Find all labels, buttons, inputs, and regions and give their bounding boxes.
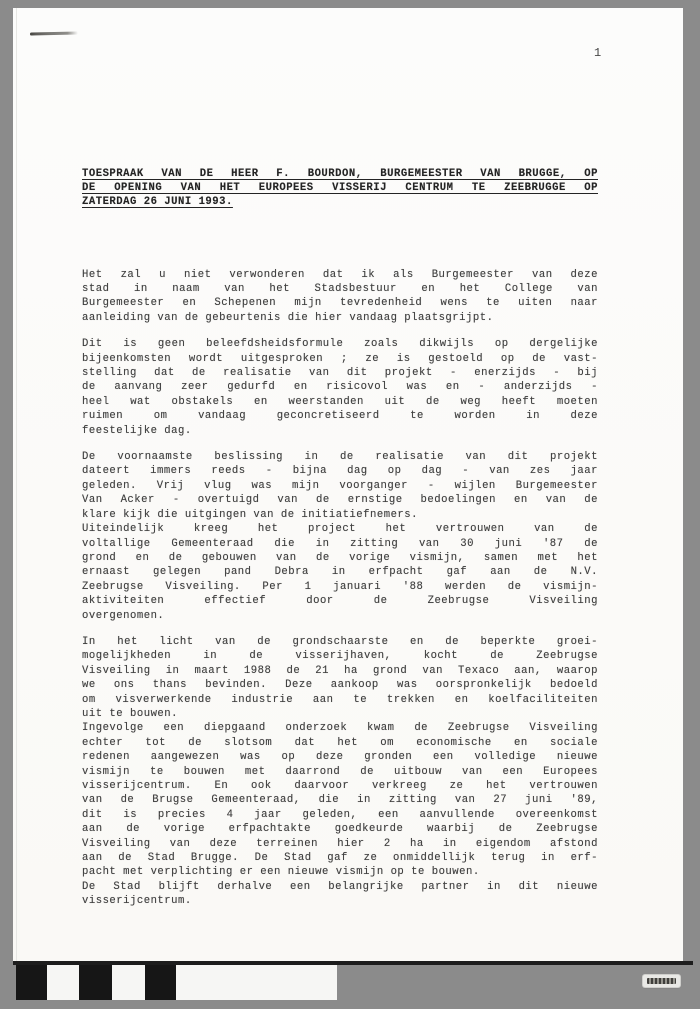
paragraph-2-line: ruimen om vandaag geconcretiseerd te worden in deze [82, 410, 598, 423]
paragraph-4-line: echter tot de slotsom dat het om economische en sociale [82, 736, 598, 749]
title-line: TOESPRAAK VAN DE HEER F. BOURDON, BURGEMEESTER VAN BRUGGE, OP [82, 168, 598, 180]
paragraph-2-line: Dit is geen beleefdsheidsformule zoals dikwijls op dergelijke [82, 338, 598, 351]
paragraph-3-line: Uiteindelijk kreeg het project het vertrouwen van de [82, 523, 598, 536]
paragraph-4-line: visserijcentrum. [82, 895, 192, 908]
scan-label-hatch [647, 978, 676, 984]
paragraph-4-line: uit te bouwen. [82, 707, 179, 720]
registration-mark-white [112, 965, 145, 1000]
scan-label-tab [643, 975, 680, 987]
registration-mark-black [16, 965, 47, 1000]
paragraph-4-line: aan de vorige erfpachtakte goedkeurde waarbij de Zeebrugse [82, 823, 598, 836]
paragraph-3-line: dateert immers reeds - bijna dag op dag - van zes jaar [82, 465, 598, 478]
paragraph-1 [82, 268, 598, 326]
paragraph-4 [82, 635, 598, 909]
registration-mark-white [47, 965, 79, 1000]
paragraph-2-line: stelling dat de realisatie van dit projekt - enerzijds - bij [82, 367, 598, 380]
paragraph-3-line: geleden. Vrij vlug was mijn voorganger - wijlen Burgemeester [82, 479, 598, 492]
paragraph-3-line: klare kijk die uitgingen van de initiatiefnemers. [82, 508, 419, 521]
paragraph-4-line: dit is precies 4 jaar geleden, een aanvullende overeenkomst [82, 808, 598, 821]
page-edge-shadow [16, 8, 17, 962]
paragraph-2 [82, 337, 598, 438]
paragraph-4-line: visserijcentrum. En ook daarvoor verkreeg ze het vertrouwen [82, 780, 598, 793]
registration-bar-white [176, 965, 337, 1000]
paragraph-1-line: aanleiding van de gebeurtenis die hier vandaag plaatsgrijpt. [82, 311, 494, 324]
paragraph-3-line: aktiviteiten effectief door de Zeebrugse Visveiling [82, 595, 598, 608]
paragraph-4-line: Visveiling in maart 1988 de 21 ha grond van Texaco aan, waarop [82, 664, 598, 677]
paragraph-3-line: Zeebrugse Visveiling. Per 1 januari '88 werden de vismijn- [82, 580, 598, 593]
paragraph-4-line: mogelijkheden in de visserijhaven, kocht de Zeebrugse [82, 650, 598, 663]
paragraph-4-line: we ons thans bevinden. Deze aankoop was oorspronkelijk bedoeld [82, 679, 598, 692]
paragraph-1-line: Het zal u niet verwonderen dat ik als Burgemeester van deze [82, 268, 598, 281]
paragraph-3-line: Van Acker - overtuigd van de ernstige bedoelingen en van de [82, 494, 598, 507]
paragraph-4-line: In het licht van de grondschaarste en de beperkte groei- [82, 635, 598, 648]
paragraph-2-line: de aanvang zeer gedurfd en risicovol was en - anderzijds - [82, 381, 598, 394]
paragraph-1-line: stad in naam van het Stadsbestuur en het College van [82, 283, 598, 296]
paragraph-2-line: feestelijke dag. [82, 424, 192, 437]
paragraph-3-line: ernaast gelegen pand Debra in erfpacht gaf aan de N.V. [82, 566, 598, 579]
title-line: DE OPENING VAN HET EUROPEES VISSERIJ CENTRUM TE ZEEBRUGGE OP [82, 182, 598, 195]
paragraph-3-line: grond en de gebouwen van de vorige vismijn, samen met het [82, 551, 598, 564]
paragraph-4-line: om visverwerkende industrie aan te trekken en koelfaciliteiten [82, 693, 598, 706]
paragraph-4-line: vismijn te bouwen met daarrond de uitbouw van een Europees [82, 765, 598, 778]
paragraph-2-line: heel wat obstakels en weerstanden uit de weg heeft moeten [82, 395, 598, 408]
paragraph-4-line: redenen aangewezen was op deze gronden een volledige nieuwe [82, 751, 598, 764]
paragraph-3-line: overgenomen. [82, 609, 165, 622]
paragraph-4-line: aan de Stad Brugge. De Stad gaf ze onmiddellijk terug in erf- [82, 852, 598, 865]
paragraph-3-line: voltallige Gemeenteraad die in zitting van 30 juni '87 de [82, 537, 598, 550]
paragraph-4-line: Visveiling van deze terreinen hier 2 ha in eigendom afstond [82, 837, 598, 850]
title-line: ZATERDAG 26 JUNI 1993. [82, 196, 233, 209]
document-page [13, 8, 683, 962]
title [82, 167, 598, 210]
paragraph-4-line: van de Brugse Gemeenteraad, die in zitting van 27 juni '89, [82, 794, 598, 807]
paragraph-4-line: De Stad blijft derhalve een belangrijke partner in dit nieuwe [82, 880, 598, 893]
paragraph-4-line: pacht met verplichting er een nieuwe vismijn op te bouwen. [82, 866, 480, 879]
paragraph-3-line: De voornaamste beslissing in de realisatie van dit projekt [82, 451, 598, 464]
paragraph-4-line: Ingevolge een diepgaand onderzoek kwam de Zeebrugse Visveiling [82, 722, 598, 735]
paragraph-1-line: Burgemeester en Schepenen mijn tevredenheid wens te uiten naar [82, 297, 598, 310]
registration-mark-black [145, 965, 176, 1000]
page-number: 1 [594, 46, 602, 60]
pen-mark [30, 31, 78, 35]
paragraph-2-line: bijeenkomsten wordt uitgesproken ; ze is gestoeld op de vast- [82, 352, 598, 365]
registration-mark-black [79, 965, 112, 1000]
paragraph-3 [82, 450, 598, 623]
text-column [82, 167, 598, 909]
